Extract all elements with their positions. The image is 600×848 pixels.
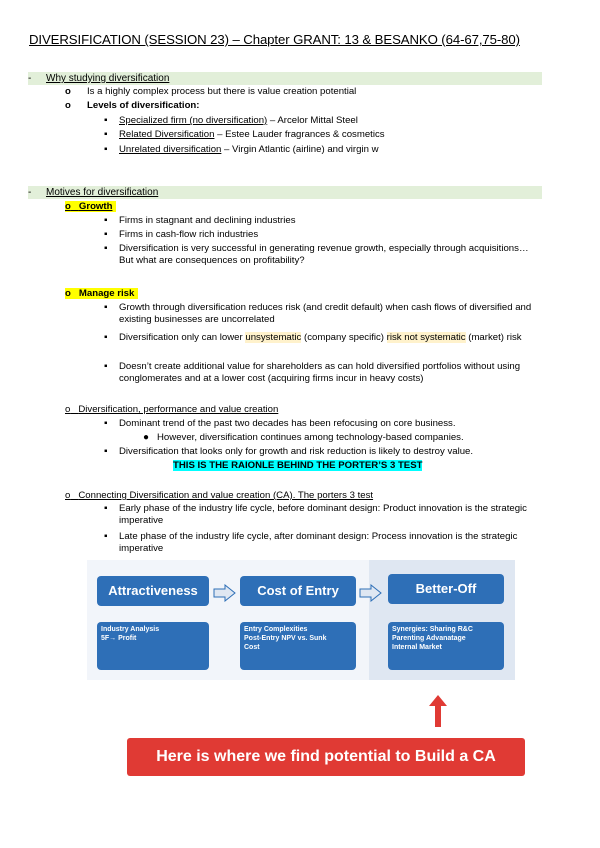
bullet-icon: ▪ <box>104 446 108 457</box>
subheading-connecting-ca <box>65 490 373 502</box>
text-fragment: (company specific) <box>301 332 387 343</box>
cost-of-entry-detail <box>240 622 356 670</box>
list-item <box>104 361 539 385</box>
highlight-unsystematic: unsystematic <box>245 332 302 343</box>
attractiveness-detail <box>97 622 209 670</box>
list-item <box>104 503 539 527</box>
page-title: DIVERSIFICATION (SESSION 23) – Chapter GRANT: 13 & BESANKO (64-67,75-80) <box>29 32 520 47</box>
list-item <box>104 531 539 555</box>
section-heading-text: Motives for diversification <box>46 187 159 198</box>
better-off-detail <box>388 622 504 670</box>
bullet-icon: ▪ <box>104 418 108 429</box>
list-item-text: Early phase of the industry life cycle, before dominant design: Product innovation is the strategic imperative <box>119 503 527 526</box>
section-dash: - <box>28 187 32 198</box>
text-fragment: (market) risk <box>465 332 522 343</box>
list-item <box>104 144 539 156</box>
bullet-icon: ▪ <box>104 332 108 343</box>
list-item: o Levels of diversification: <box>65 100 200 111</box>
list-item <box>104 229 539 241</box>
bullet-icon: ▪ <box>104 215 108 226</box>
subheading-text: Connecting Diversification and value creation (CA). The porters 3 test <box>78 490 374 501</box>
subheading-text: Diversification, performance and value creation <box>78 404 279 415</box>
list-item <box>104 302 539 326</box>
better-off-box: Better-Off <box>388 574 504 604</box>
list-item-text: Dominant trend of the past two decades has been refocusing on core business. <box>119 418 456 429</box>
porter-3-test-diagram <box>87 560 515 680</box>
list-item-text: Growth through diversification reduces risk (and credit default) when cash flows of diversified and existing businesses are uncorrelated <box>119 302 532 325</box>
detail-line: Industry Analysis <box>101 626 160 633</box>
term-desc: – Arcelor Mittal Steel <box>267 115 358 126</box>
bullet-icon: ▪ <box>104 243 108 254</box>
arrow-right-icon <box>359 584 383 602</box>
detail-line: Parenting Advanatage <box>392 635 466 642</box>
detail-line: Post-Entry NPV vs. Sunk <box>244 635 327 642</box>
term-desc: – Virgin Atlantic (airline) and virgin w <box>221 144 379 155</box>
bullet-icon: ▪ <box>104 115 108 126</box>
list-item-text: Diversification is very successful in generating revenue growth, especially through acquisitions…But what are consequences on profitability? <box>119 243 529 266</box>
list-item-text: Is a highly complex process but there is value creation potential <box>87 86 357 97</box>
callout-text: THIS IS THE RAIONLE BEHIND THE PORTER’S 3 TEST <box>173 460 423 471</box>
bullet-icon: ▪ <box>104 531 108 542</box>
term-desc: – Estee Lauder fragrances & cosmetics <box>214 129 385 140</box>
detail-line: Entry Complexities <box>244 626 308 633</box>
list-item <box>104 418 539 430</box>
term: Related Diversification <box>119 129 215 140</box>
bullet-icon: ▪ <box>104 503 108 514</box>
section-heading-text: Why studying diversification <box>46 73 170 84</box>
callout-porter-test <box>173 460 422 472</box>
list-item <box>104 115 539 127</box>
text-fragment: Diversification only can lower <box>119 332 246 343</box>
bullet-icon: ▪ <box>104 302 108 313</box>
attractiveness-box: Attractiveness <box>97 576 209 606</box>
list-item <box>104 332 539 344</box>
arrow-up-icon <box>428 694 448 728</box>
cost-of-entry-box: Cost of Entry <box>240 576 356 606</box>
detail-line: Internal Market <box>392 644 442 651</box>
term: Unrelated diversification <box>119 144 222 155</box>
list-item <box>104 243 539 267</box>
bullet-icon: ▪ <box>104 229 108 240</box>
detail-line: 5F→ Profit <box>101 635 137 642</box>
list-item-text: Levels of diversification: <box>87 100 200 111</box>
list-item-text: Firms in cash-flow rich industries <box>119 229 259 240</box>
ca-potential-banner: Here is where we find potential to Build a CA <box>127 738 525 776</box>
list-item <box>104 446 539 458</box>
subheading-performance <box>65 404 278 416</box>
subheading-growth <box>65 201 116 213</box>
list-item-text: Late phase of the industry life cycle, after dominant design: Process innovation is the strategic imperative <box>119 531 518 554</box>
highlight-risk-not-systematic: risk not systematic <box>386 332 466 343</box>
bullet-icon: ▪ <box>104 144 108 155</box>
subheading-marker: o <box>65 404 71 415</box>
list-item: o Is a highly complex process but there is value creation potential <box>65 86 357 97</box>
list-item-text: Firms in stagnant and declining industries <box>119 215 296 226</box>
section-dash: - <box>28 73 32 84</box>
list-item <box>104 129 539 141</box>
detail-line: Synergies: Sharing R&C <box>392 626 473 633</box>
detail-line: Cost <box>244 644 260 651</box>
subheading-marker: o <box>65 201 71 212</box>
sub-list-item <box>143 432 537 444</box>
subheading-marker: o <box>65 490 71 501</box>
section-heading-motives <box>28 186 542 199</box>
list-item-text: Doesn’t create additional value for shareholders as can hold diversified portfolios without using conglomerates and at a lower cost (acquiring firms incur in heavy costs) <box>119 361 521 384</box>
bullet-icon: ▪ <box>104 361 108 372</box>
subheading-marker: o <box>65 288 71 299</box>
subheading-manage-risk <box>65 288 138 300</box>
bullet-icon: ▪ <box>104 129 108 140</box>
subheading-text: Manage risk <box>78 288 135 299</box>
list-item-text: Diversification that looks only for growth and risk reduction is likely to destroy value. <box>119 446 474 457</box>
dot-icon: ● <box>143 432 150 443</box>
list-item <box>104 215 539 227</box>
term: Specialized firm (no diversification) <box>119 115 268 126</box>
subheading-text: Growth <box>78 201 113 212</box>
section-heading-why <box>28 72 542 85</box>
arrow-right-icon <box>213 584 237 602</box>
list-item-text: However, diversification continues among technology-based companies. <box>157 432 464 443</box>
